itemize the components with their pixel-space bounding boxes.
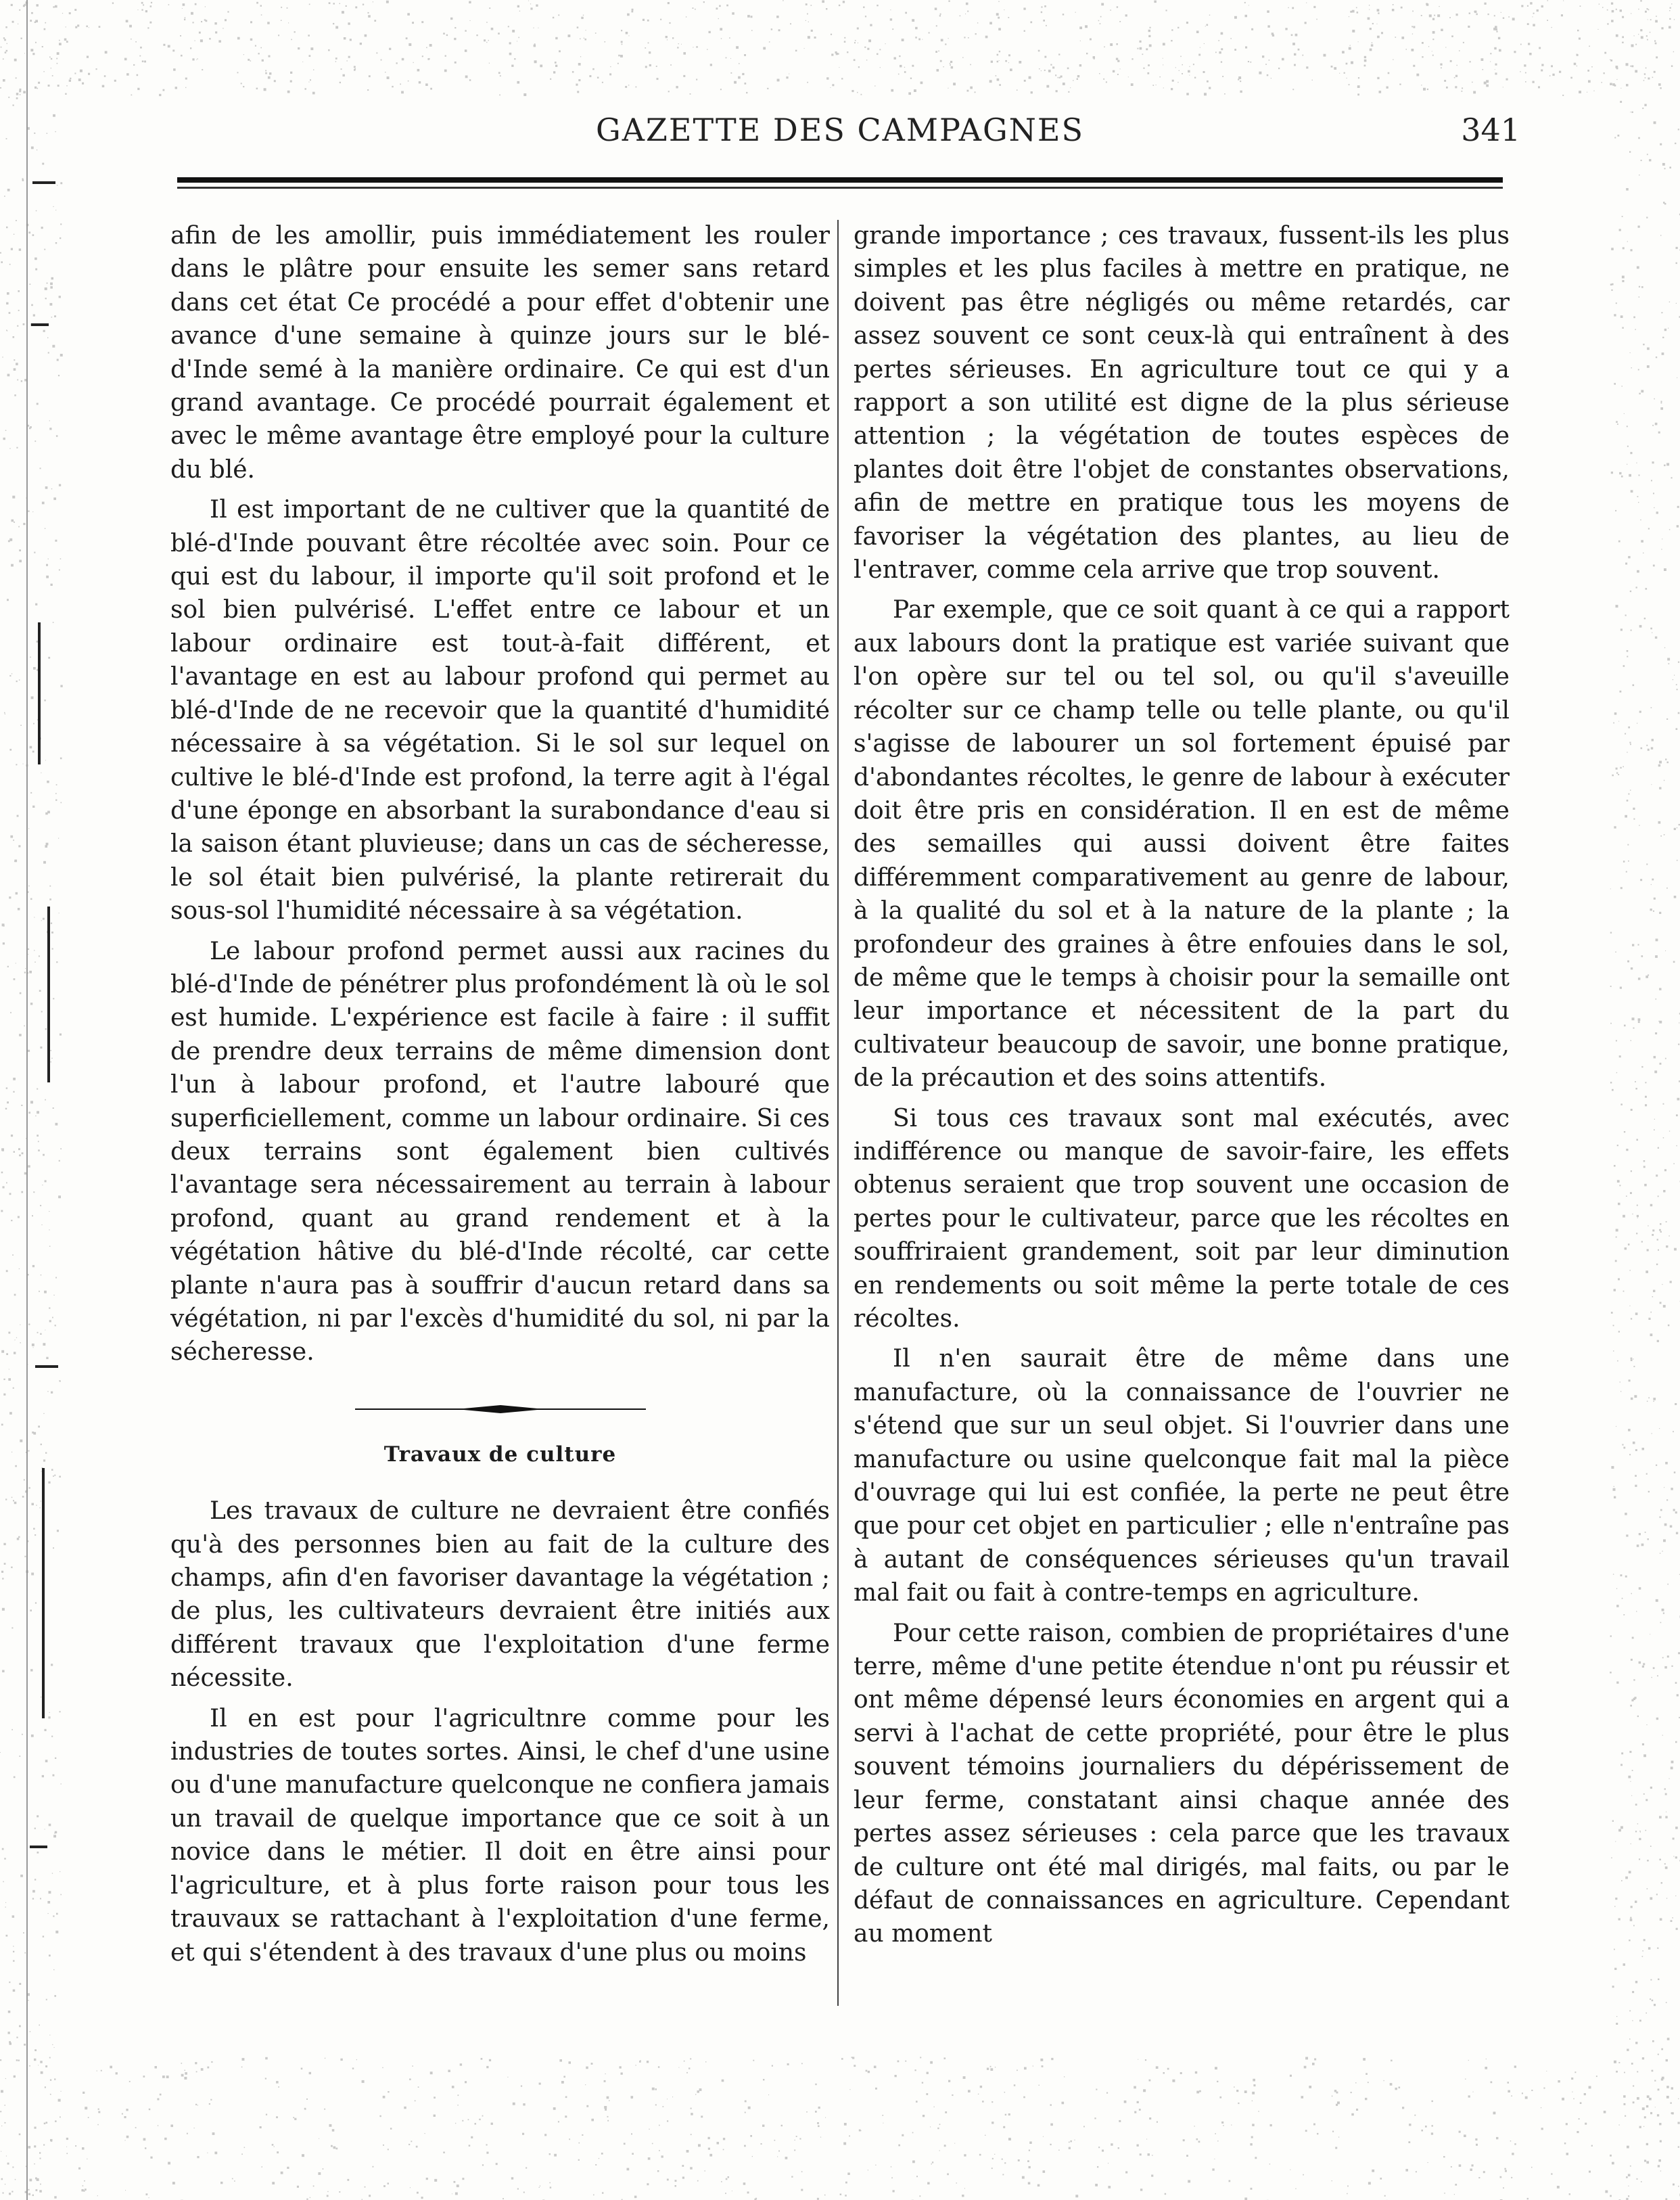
left-column — [170, 219, 830, 1969]
right-paragraph-1: grande importance ; ces travaux, fussent-ils les plus simples et les plus faciles à mettre en pratique, ne doivent pas être négligés ou même retardés, car assez souvent ce sont ceux-là qui entraînent à des pertes sérieuses. En agriculture tout ce qui y a rapport a son utilité est digne de la plus sérieuse attention ; la végétation de toutes espèces de plantes doit être l'objet de constantes observations, afin de mettre en pratique tous les moyens de favoriser la végétation des plantes, au lieu de l'entraver, comme cela arrive que trop souvent. — [854, 222, 1510, 585]
right-paragraph-5: Pour cette raison, combien de propriétaires d'une terre, même d'une petite étendue n'ont pu réussir et ont même dépensé leurs économies en argent qui a servi à l'achat de cette propriété, pour être le plus souvent témoins journaliers du dépérissement de leur ferme, constatant ainsi chaque année des pertes assez sérieuses : cela parce que les travaux de culture ont été mal dirigés, mal faits, ou par le défaut de connaissances en agriculture. Cependant au moment — [854, 1619, 1510, 1948]
left-paragraph-2: Il est important de ne cultiver que la quantité de blé-d'Inde pouvant être récoltée avec soin. Pour ce qui est du labour, il importe qu'il soit profond et le sol bien pulvérisé. L'effet entre ce labour et un labour ordinaire est tout-à-fait différent, et l'avantage en est au labour profond qui permet au blé-d'Inde de ne recevoir que la quantité d'humidité nécessaire à sa végétation. Si le sol sur lequel on cultive le blé-d'Inde est profond, la terre agit à l'égal d'une éponge en absorbant la surabondance d'eau si la saison étant pluvieuse; dans un cas de sécheresse, le sol était bien pulvérisé, la plante retirerait du sous-sol l'humidité nécessaire à sa végétation. — [170, 496, 830, 925]
newspaper-title: GAZETTE DES CAMPAGNES — [595, 112, 1085, 148]
left-paragraph-3: Le labour profond permet aussi aux racines du blé-d'Inde de pénétrer plus profondément là où le sol est humide. L'expérience est facile à faire : il suffit de prendre deux terrains de même dimension dont l'un à labour profond, et l'autre labouré que superficiellement, comme un labour ordinaire. Si ces deux terrains sont également bien cultivés l'avantage sera nécessairement au terrain à labour profond, quant au grand rendement et à la végétation hâtive du blé-d'Inde récolté, car cette plante n'aura pas à souffrir d'aucun retard dans sa végétation, ni par l'excès d'humidité du sol, ni par la sécheresse. — [170, 937, 830, 1367]
section-divider-ornament — [355, 1404, 646, 1414]
margin-binding-marks — [27, 0, 58, 2200]
right-paragraph-4: Il n'en saurait être de même dans une manufacture, où la connaissance de l'ouvrier ne s'étend que sur un seul objet. Si l'ouvrier dans une manufacture ou usine quelconque fait mal la pièce d'ouvrage qui lui est confiée, la perte ne peut être que pour cet objet en particulier ; elle n'entraîne pas à autant de conséquences sérieuses qu'un travail mal fait ou fait à contre-temps en agriculture. — [854, 1345, 1510, 1607]
column-divider — [837, 220, 839, 2006]
page-number: 341 — [1461, 112, 1520, 148]
right-paragraph-2: Par exemple, que ce soit quant à ce qui a rapport aux labours dont la pratique est variée suivant que l'on opère sur tel ou tel sol, ou qu'il s'aveuille récolter sur ce champ telle ou telle plante, ou qu'il s'agisse de labourer un sol fortement épuisé par d'abondantes récoltes, le genre de labour à exécuter doit être pris en considération. Il en est de même des semailles qui aussi doivent être faites différemment comparativement au genre de labour, à la qualité du sol et à la nature de la plante ; la profondeur des graines à être enfouies dans le sol, de même que le temps à choisir pour la semaille ont leur importance et nécessitent de la part du cultivateur beaucoup de savoir, une bonne pratique, de la précaution et des soins attentifs. — [854, 596, 1510, 1093]
header-rule-thick — [177, 177, 1503, 183]
right-paragraph-3: Si tous ces travaux sont mal exécutés, avec indifférence ou manque de savoir-faire, les effets obtenus seraient que trop souvent une occasion de pertes pour le cultivateur, parce que les récoltes en souffriraient grandement, soit par leur diminution en rendements ou soit même la perte totale de ces récoltes. — [854, 1104, 1510, 1333]
section-paragraph-2: Il en est pour l'agricultnre comme pour les industries de toutes sortes. Ainsi, le chef d'une usine ou d'une manufacture quelconque ne confiera jamais un travail de quelque importance que ce soit à un novice dans le métier. Il doit en être ainsi pour l'agriculture, et à plus forte raison pour tous les trauvaux se rattachant à l'exploitation d'une ferme, et qui s'étendent à des travaux d'une plus ou moins — [170, 1704, 830, 1967]
header-rule-thin — [177, 187, 1503, 189]
section-paragraph-1: Les travaux de culture ne devraient être confiés qu'à des personnes bien au fait de la culture des champs, afin d'en favoriser davantage la végétation ; de plus, les cultivateurs devraient être initiés aux différent travaux que l'exploitation d'une ferme nécessite. — [170, 1497, 830, 1693]
left-paragraph-1: afin de les amollir, puis immédiatement les rouler dans le plâtre pour ensuite les semer sans retard dans cet état Ce procédé a pour effet d'obtenir une avance d'une semaine à quinze jours sur le blé-d'Inde semé à la manière ordinaire. Ce qui est d'un grand avantage. Ce procédé pourrait également et avec le même avantage être employé pour la culture du blé. — [170, 222, 830, 484]
right-column — [854, 219, 1510, 1951]
section-title: Travaux de culture — [383, 1442, 617, 1467]
